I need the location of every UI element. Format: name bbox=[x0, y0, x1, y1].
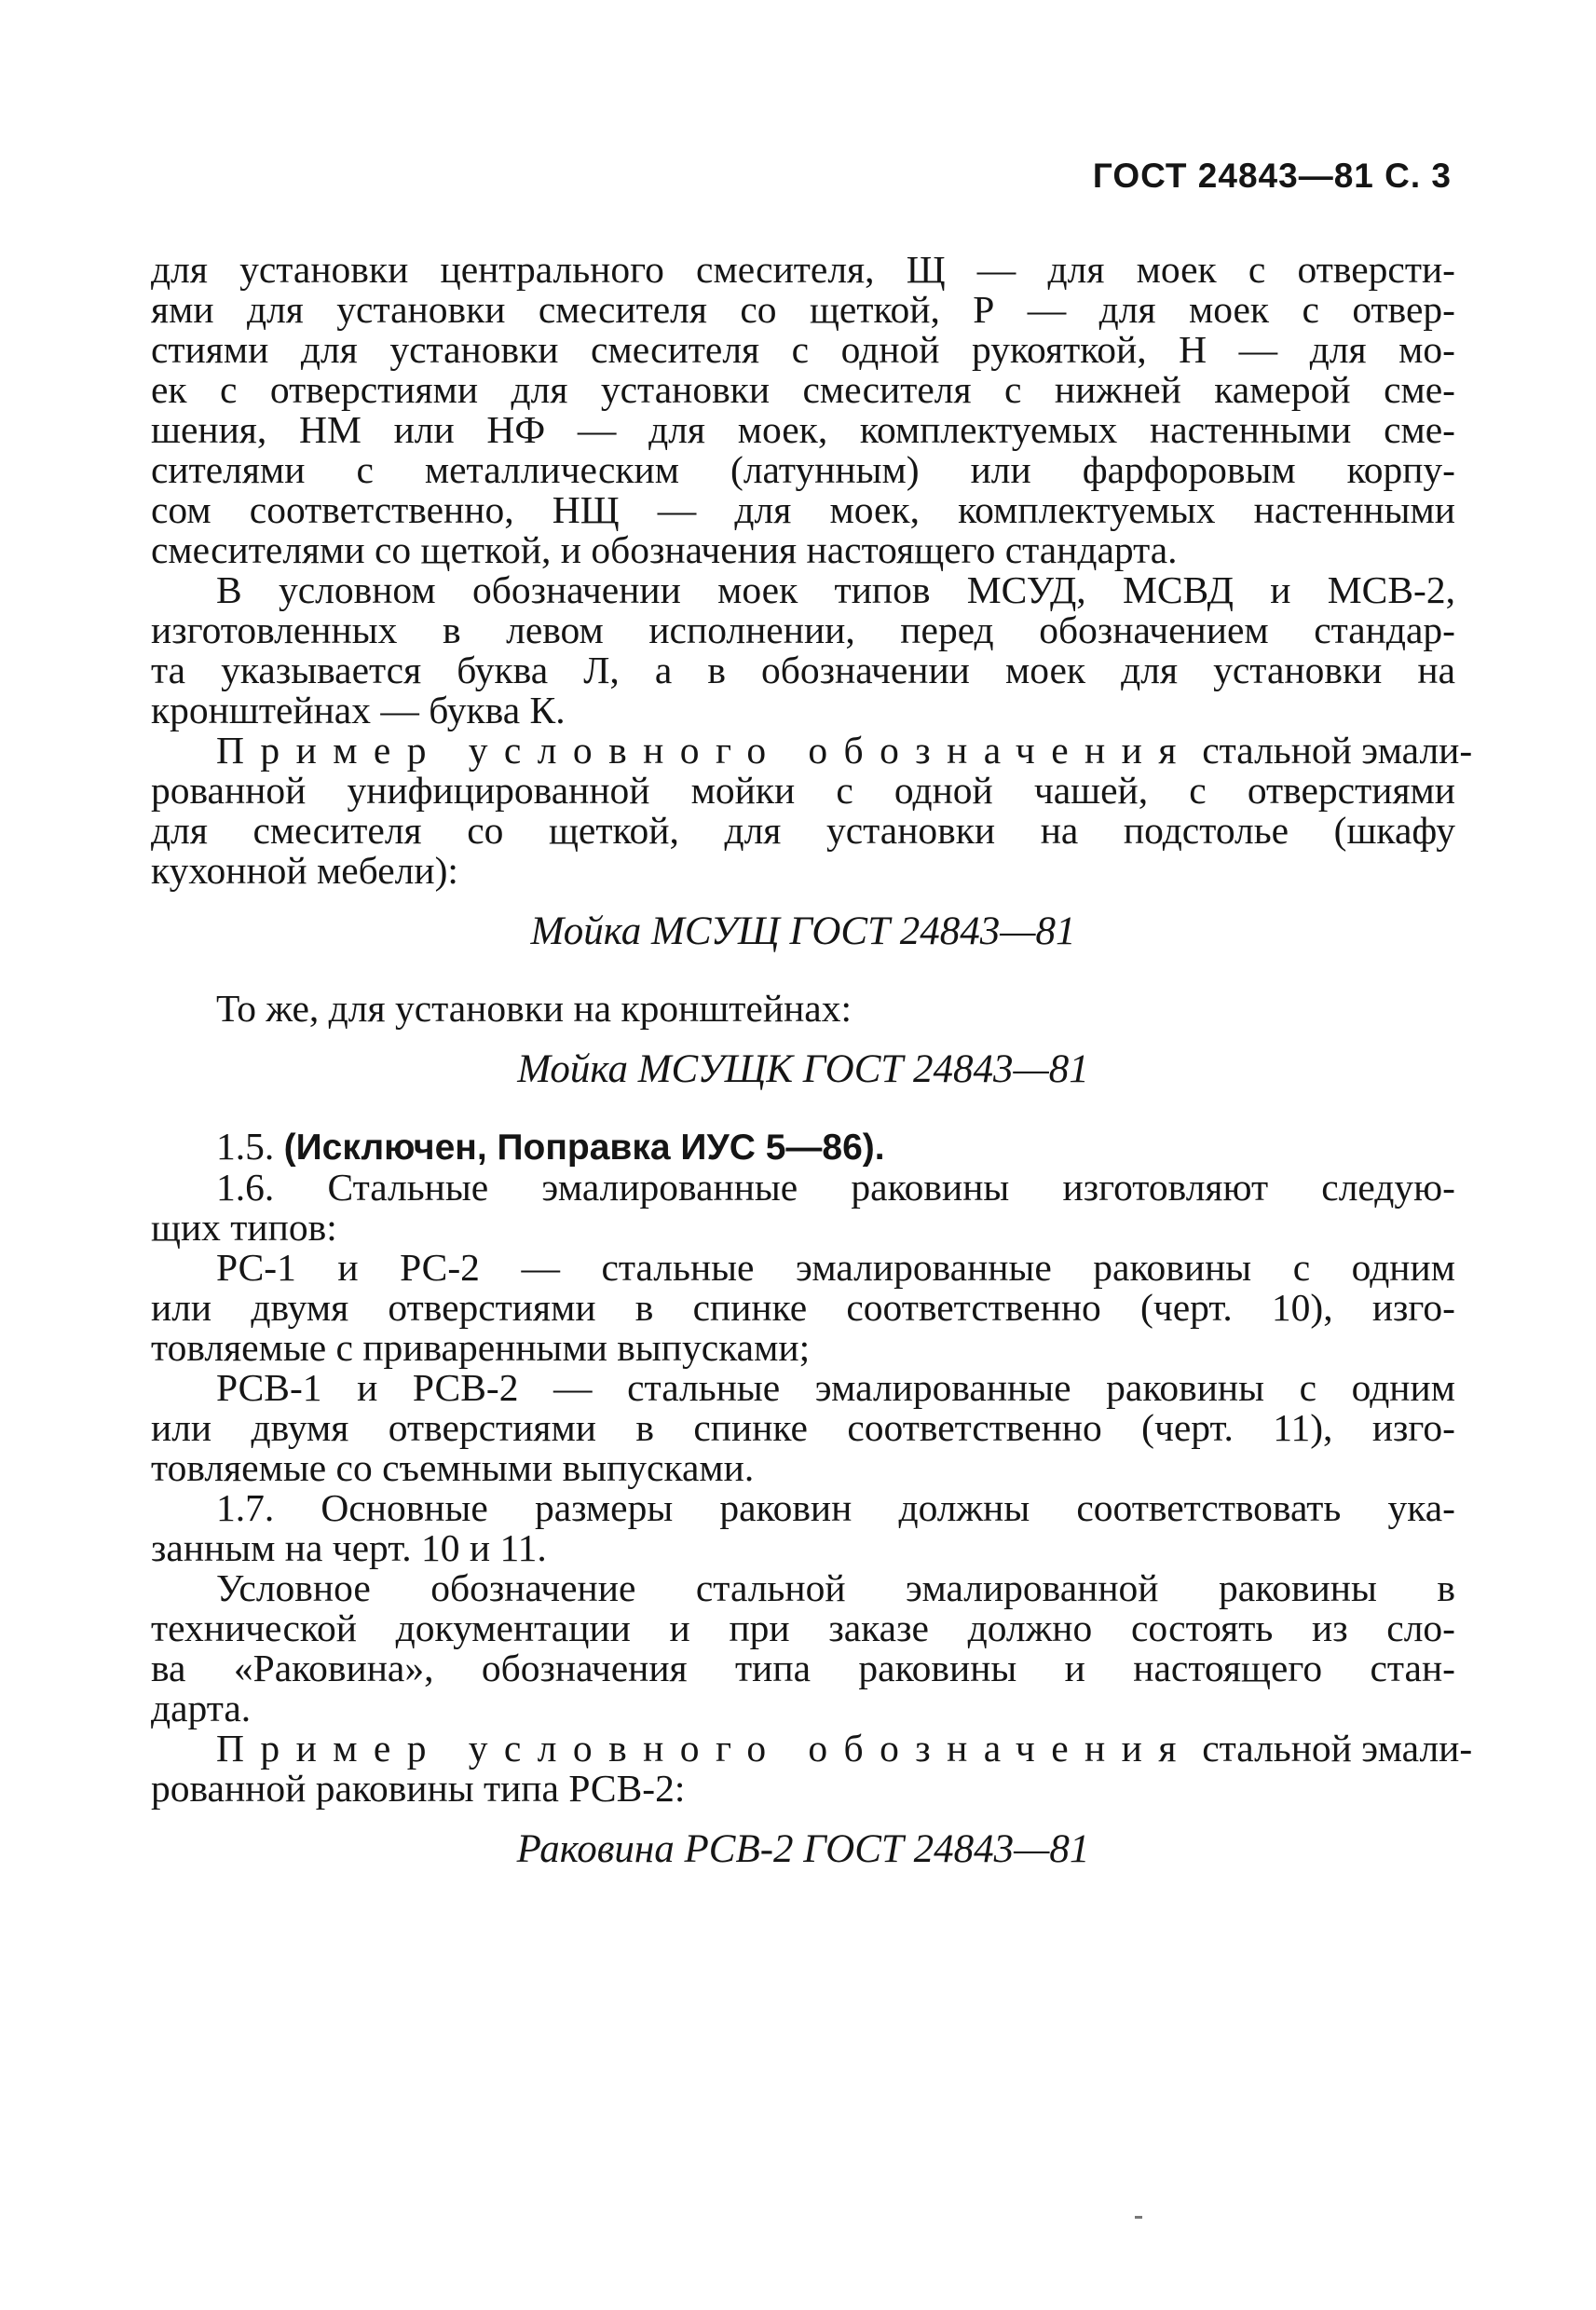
text-line: щих типов: bbox=[151, 1206, 337, 1249]
text-line: Условное обозначение стальной эмалированной раковины в bbox=[216, 1566, 1455, 1609]
text-line: смесителями со щеткой, и обозначения настоящего стандарта. bbox=[151, 528, 1178, 571]
text-line: ями для установки смесителя со щеткой, Р — для моек с отвер- bbox=[151, 288, 1455, 331]
text-line: изготовленных в левом исполнении, перед обозначением стандар- bbox=[151, 608, 1455, 651]
text-line: та указывается буква Л, а в обозначении моек для установки на bbox=[151, 649, 1455, 691]
text-line bbox=[151, 1727, 1473, 1770]
text-line: технической документации и при заказе должно состоять из сло- bbox=[151, 1606, 1455, 1649]
type-rsv bbox=[151, 1368, 1455, 1488]
text-line: занным на черт. 10 и 11. bbox=[151, 1526, 547, 1569]
text-line: шения, НМ или НФ — для моек, комплектуемых настенными сме- bbox=[151, 408, 1455, 451]
paragraph-sink-designation bbox=[151, 1568, 1455, 1729]
text-line: товляемые с приваренными выпусками; bbox=[151, 1326, 811, 1369]
text-line: сом соответственно, НЩ — для моек, комплектуемых настенными bbox=[151, 488, 1455, 531]
document-body bbox=[151, 248, 1473, 1871]
clause-number: 1.5. bbox=[216, 1125, 275, 1168]
designation-example: Раковина РСВ-2 ГОСТ 24843—81 bbox=[516, 1827, 1090, 1871]
paragraph-left-version bbox=[151, 570, 1455, 731]
designation-example: Мойка МСУЩ ГОСТ 24843—81 bbox=[530, 909, 1076, 953]
text-line: для смесителя со щеткой, для установки на подстолье (шкафу bbox=[151, 809, 1455, 852]
text-line: товляемые со съемными выпусками. bbox=[151, 1446, 755, 1489]
text-line: ек с отверстиями для установки смесителя с нижней камерой сме- bbox=[151, 368, 1455, 411]
text-line bbox=[151, 729, 1473, 772]
text-line: рованной унифицированной мойки с одной чашей, с отверстиями bbox=[151, 769, 1455, 812]
text-line: или двумя отверстиями в спинке соответственно (черт. 11), изго- bbox=[151, 1406, 1455, 1449]
spaced-label: Пример условного обозначения bbox=[216, 1727, 1193, 1770]
text-line: РС-1 и РС-2 — стальные эмалированные раковины с одним bbox=[216, 1246, 1455, 1289]
paragraph-example-sink bbox=[151, 729, 1473, 892]
page-header: ГОСТ 24843—81 С. 3 bbox=[1092, 157, 1452, 195]
text-line: или двумя отверстиями в спинке соответственно (черт. 10), изго- bbox=[151, 1286, 1455, 1329]
type-rs bbox=[151, 1248, 1455, 1368]
text-line: для установки центрального смесителя, Щ — для моек с отверсти- bbox=[151, 248, 1455, 291]
text-line: дарта. bbox=[151, 1687, 252, 1729]
text-line: стиями для установки смесителя с одной рукояткой, Н — для мо- bbox=[151, 328, 1455, 371]
text-line: сителями с металлическим (латунным) или фарфоровым корпу- bbox=[151, 448, 1455, 491]
text-line: РСВ-1 и РСВ-2 — стальные эмалированные раковины с одним bbox=[216, 1366, 1455, 1409]
clause-1-5 bbox=[151, 1127, 1455, 1168]
paragraph-example-basin bbox=[151, 1727, 1473, 1810]
text-line: ва «Раковина», обозначения типа раковины и настоящего стан- bbox=[151, 1647, 1455, 1689]
clause-1-7 bbox=[151, 1488, 1455, 1568]
paragraph-same-brackets: То же, для установки на кронштейнах: bbox=[216, 987, 852, 1030]
text-line: 1.6. Стальные эмалированные раковины изготовляют следую- bbox=[216, 1166, 1455, 1209]
spaced-label: Пример условного обозначения bbox=[216, 729, 1193, 772]
text-fragment: стальной эмали- bbox=[1202, 729, 1473, 772]
scan-speck bbox=[1135, 2216, 1142, 2219]
designation-example: Мойка МСУЩК ГОСТ 24843—81 bbox=[517, 1047, 1089, 1091]
text-line: В условном обозначении моек типов МСУД, МСВД и МСВ-2, bbox=[216, 568, 1455, 611]
text-line: 1.7. Основные размеры раковин должны соответствовать ука- bbox=[216, 1486, 1455, 1529]
text-fragment: стальной эмали- bbox=[1202, 1727, 1473, 1770]
text-line: кухонной мебели): bbox=[151, 849, 458, 892]
text-line: кронштейнах — буква К. bbox=[151, 689, 566, 731]
paragraph-designations bbox=[151, 250, 1455, 570]
text-line: рованной раковины типа РСВ-2: bbox=[151, 1767, 686, 1810]
clause-1-6 bbox=[151, 1168, 1455, 1248]
clause-text: (Исключен, Поправка ИУС 5—86). bbox=[283, 1128, 885, 1168]
